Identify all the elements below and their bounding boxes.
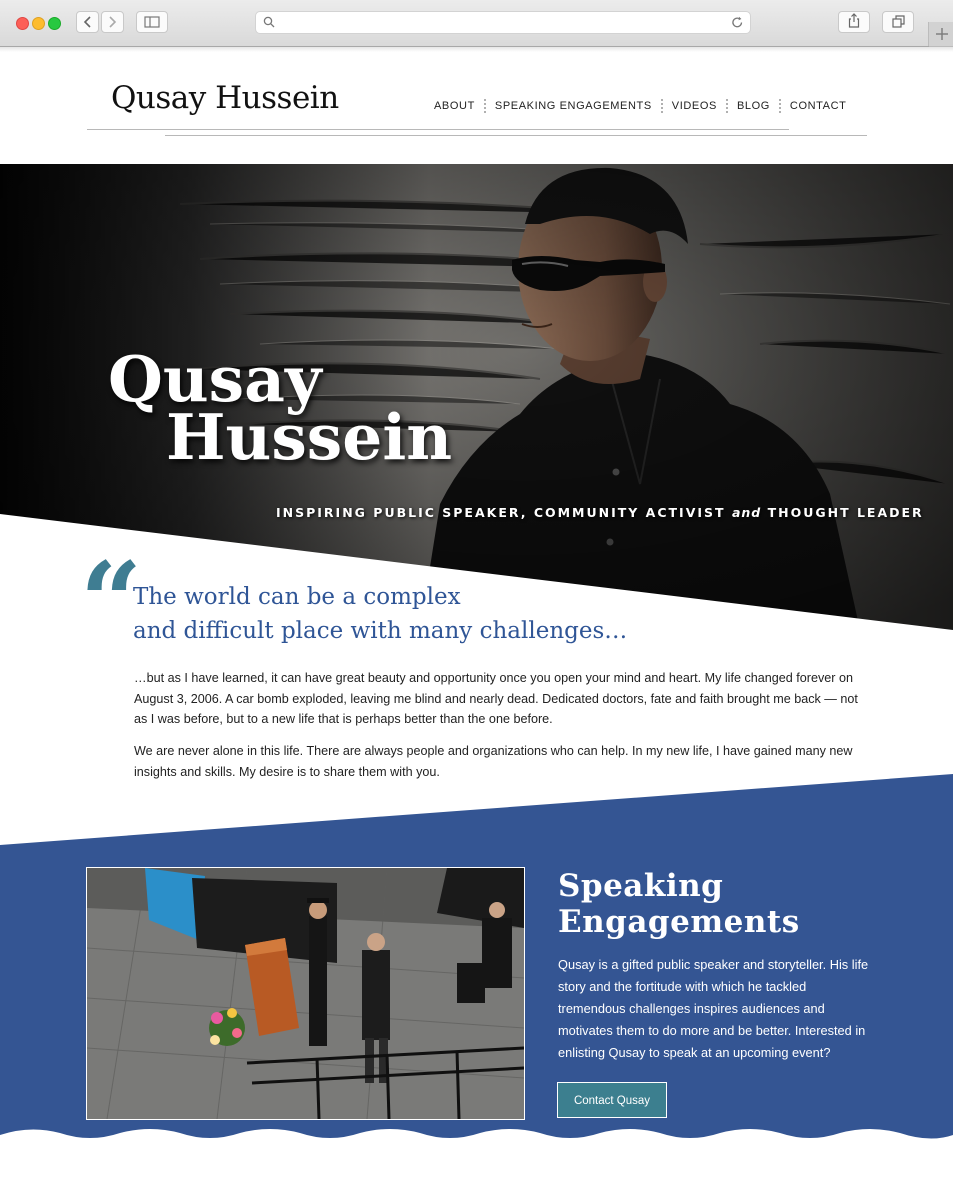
close-window-button[interactable] [16,17,29,30]
chevron-left-icon [83,16,92,28]
toolbar-shadow [0,46,953,52]
header-rule [87,129,789,130]
hero-title [108,342,453,474]
wave-divider [0,1125,953,1179]
forward-button[interactable] [101,11,124,33]
share-button[interactable] [838,11,870,33]
speaking-title [558,868,800,940]
nav-item-speaking-engagements[interactable]: SPEAKING ENGAGEMENTS [494,100,652,112]
tabs-overview-button[interactable] [882,11,914,33]
nav-item-about[interactable]: ABOUT [434,100,475,112]
chevron-right-icon [108,16,117,28]
intro-paragraph: We are never alone in this life. There are always people and organizations who can help. In my new life, I have gained many new insights and skills. My desire is to share them with you. [134,744,853,779]
sidebar-toggle-button[interactable] [136,11,168,33]
site-logo[interactable]: Qusay Hussein [111,80,339,116]
quote-line1: The world can be a complex [133,584,461,610]
intro-paragraph: …but as I have learned, it can have great beauty and opportunity once you open your mind and heart. My life changed forever on August 3, 2006. A car bomb exploded, leaving me blind and nearly dead. Dedicated doctors, fate and faith brought me back — not as I was before, but to a new life that is perhaps better than the one before. [134,671,858,727]
browser-toolbar [0,0,953,47]
address-bar[interactable] [255,11,751,34]
nav-divider [484,99,486,113]
intro-quote [133,580,693,648]
new-tab-button[interactable] [928,22,953,47]
nav-item-videos[interactable]: VIDEOS [671,100,717,112]
tabs-icon [892,15,905,28]
back-button[interactable] [76,11,99,33]
nav-divider [661,99,663,113]
nav-item-blog[interactable]: BLOG [736,100,770,112]
header-rule [165,135,867,136]
speaking-description: Qusay is a gifted public speaker and storyteller. His life story and the fortitude with which he tackled tremendous challenges inspires audiences and motivates them to do more and be better. Interested in enlisting Qusay to speak at an upcoming event? [558,957,869,1060]
speaking-title-line1: Speaking [558,868,724,904]
reload-icon[interactable] [731,16,744,29]
hero-title-line2: Hussein [166,400,453,474]
commencement-photo [87,868,524,1119]
quote-mark-icon: “ [80,539,143,665]
hero-tagline-and: and [731,505,762,520]
hero-title-line1: Qusay [108,342,322,416]
speaking-title-line2: Engagements [558,904,800,940]
hero-tagline [276,505,924,520]
contact-qusay-button[interactable]: Contact Qusay [557,1082,667,1118]
quote-line2: and difficult place with many challenges… [133,618,628,644]
share-icon [848,13,860,28]
sidebar-icon [144,16,160,28]
plus-icon [936,28,948,40]
hero-tagline-part1: INSPIRING PUBLIC SPEAKER, COMMUNITY ACTIVIST [276,505,726,520]
minimize-window-button[interactable] [32,17,45,30]
hero-tagline-part2: THOUGHT LEADER [767,505,924,520]
main-nav [430,99,850,113]
speaking-photo [86,867,525,1120]
nav-item-contact[interactable]: CONTACT [789,100,847,112]
nav-divider [726,99,728,113]
nav-divider [779,99,781,113]
search-icon [263,16,275,28]
zoom-window-button[interactable] [48,17,61,30]
